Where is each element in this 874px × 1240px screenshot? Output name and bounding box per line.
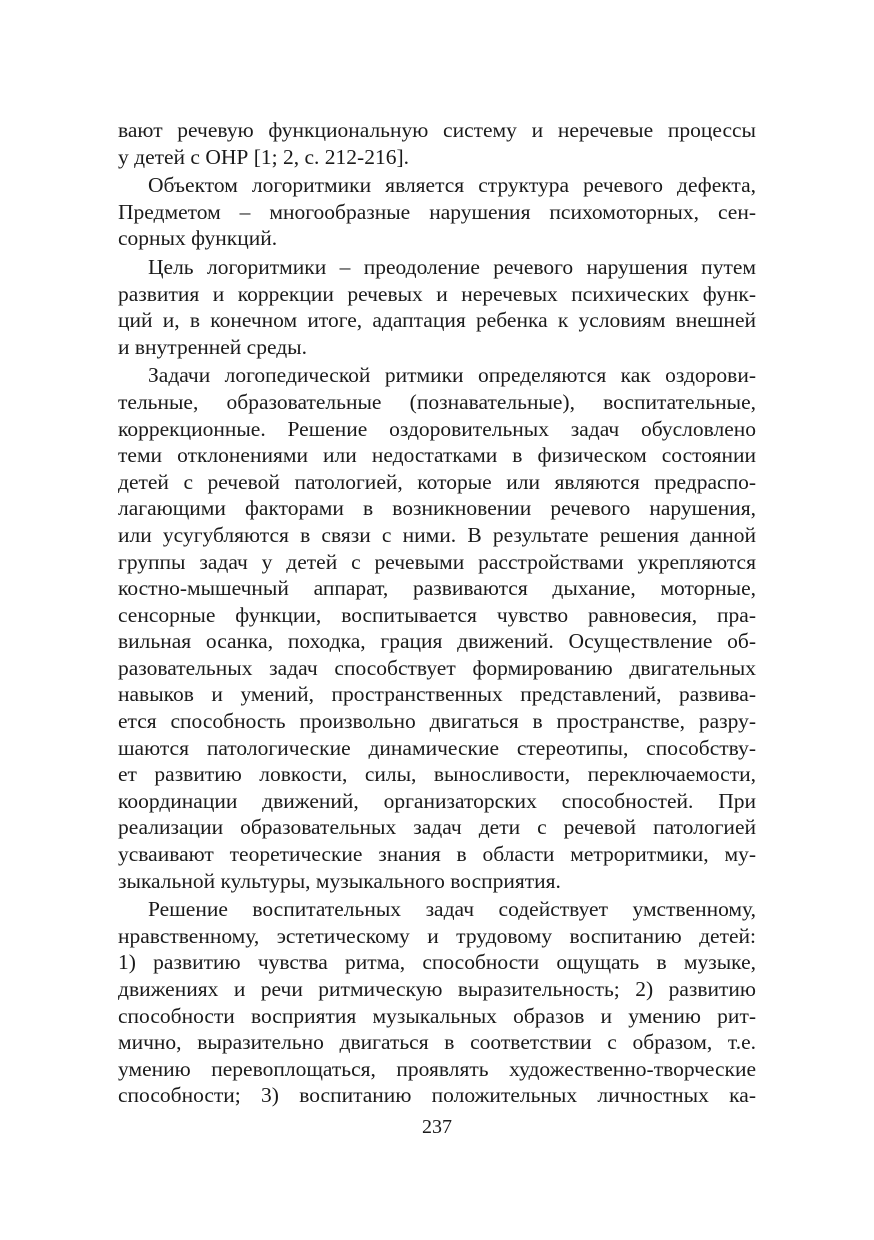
text-line: костно-мышечный аппарат, развиваются дыхание, моторные, <box>118 576 756 601</box>
text-line: вают речевую функциональную систему и неречевые процессы <box>118 118 756 142</box>
text-line: способности; 3) воспитанию положительных личностных ка- <box>118 1083 756 1108</box>
text-line: ется способность произвольно двигаться в пространстве, разру- <box>118 709 756 734</box>
page-number: 237 <box>422 1116 452 1138</box>
text-line: Предметом – многообразные нарушения психомоторных, сен- <box>118 199 756 224</box>
paragraph <box>118 172 756 252</box>
text-line: Цель логоритмики – преодоление речевого нарушения путем <box>148 254 756 279</box>
text-line: Объектом логоритмики является структура речевого дефекта, <box>148 173 756 198</box>
text-line: движениях и речи ритмическую выразительность; 2) развитию <box>118 977 756 1001</box>
text-line: ет развитию ловкости, силы, выносливости, переключаемости, <box>118 762 756 787</box>
text-line: реализации образовательных задач дети с речевой патологией <box>118 815 756 840</box>
text-line: нравственному, эстетическому и трудовому воспитанию детей: <box>118 923 756 948</box>
paragraph <box>118 254 756 360</box>
text-line: развития и коррекции речевых и неречевых психических функ- <box>118 281 756 306</box>
text-line: координации движений, организаторских способностей. При <box>118 788 756 813</box>
text-line: теми отклонениями или недостатками в физическом состоянии <box>118 443 756 468</box>
text-line: вильная осанка, походка, грация движений. Осуществление об- <box>118 629 756 654</box>
text-line: ций и, в конечном итоге, адаптация ребенка к условиям внешней <box>118 308 756 333</box>
text-line: мично, выразительно двигаться в соответствии с образом, т.е. <box>118 1030 756 1055</box>
text-line: зыкальной культуры, музыкального восприятия. <box>118 868 561 893</box>
text-line: детей с речевой патологией, которые или являются предраспо- <box>118 469 756 494</box>
text-line: или усугубляются в связи с ними. В результате решения данной <box>118 522 756 547</box>
text-line: лагающими факторами в возникновении речевого нарушения, <box>118 496 756 521</box>
text-line: тельные, образовательные (познавательные), воспитательные, <box>118 389 756 414</box>
text-line: навыков и умений, пространственных представлений, развива- <box>118 682 756 707</box>
text-line: способности восприятия музыкальных образов и умению рит- <box>118 1003 756 1028</box>
paragraph <box>118 896 756 1109</box>
text-line: умению перевоплощаться, проявлять художественно-творческие <box>118 1056 756 1081</box>
text-line: сорных функций. <box>118 226 278 251</box>
text-line: сенсорные функции, воспитывается чувство равновесия, пра- <box>118 602 756 627</box>
text-line: группы задач у детей с речевыми расстройствами укрепляются <box>118 549 756 574</box>
text-line: усваивают теоретические знания в области метроритмики, му- <box>118 842 756 867</box>
text-line: 1) развитию чувства ритма, способности ощущать в музыке, <box>118 950 756 975</box>
text-line: и внутренней среды. <box>118 334 307 359</box>
text-line: у детей с ОНР [1; 2, с. 212-216]. <box>118 144 409 169</box>
paragraph <box>118 117 756 170</box>
text-line: шаются патологические динамические стереотипы, способству- <box>118 735 756 760</box>
text-line: Решение воспитательных задач содействует умственному, <box>148 897 756 922</box>
text-line: разовательных задач способствует формированию двигательных <box>118 655 756 680</box>
text-line: Задачи логопедической ритмики определяются как оздорови- <box>148 363 756 388</box>
paragraph <box>118 362 756 894</box>
body-text <box>118 117 756 1111</box>
text-line: коррекционные. Решение оздоровительных задач обусловлено <box>118 416 756 441</box>
